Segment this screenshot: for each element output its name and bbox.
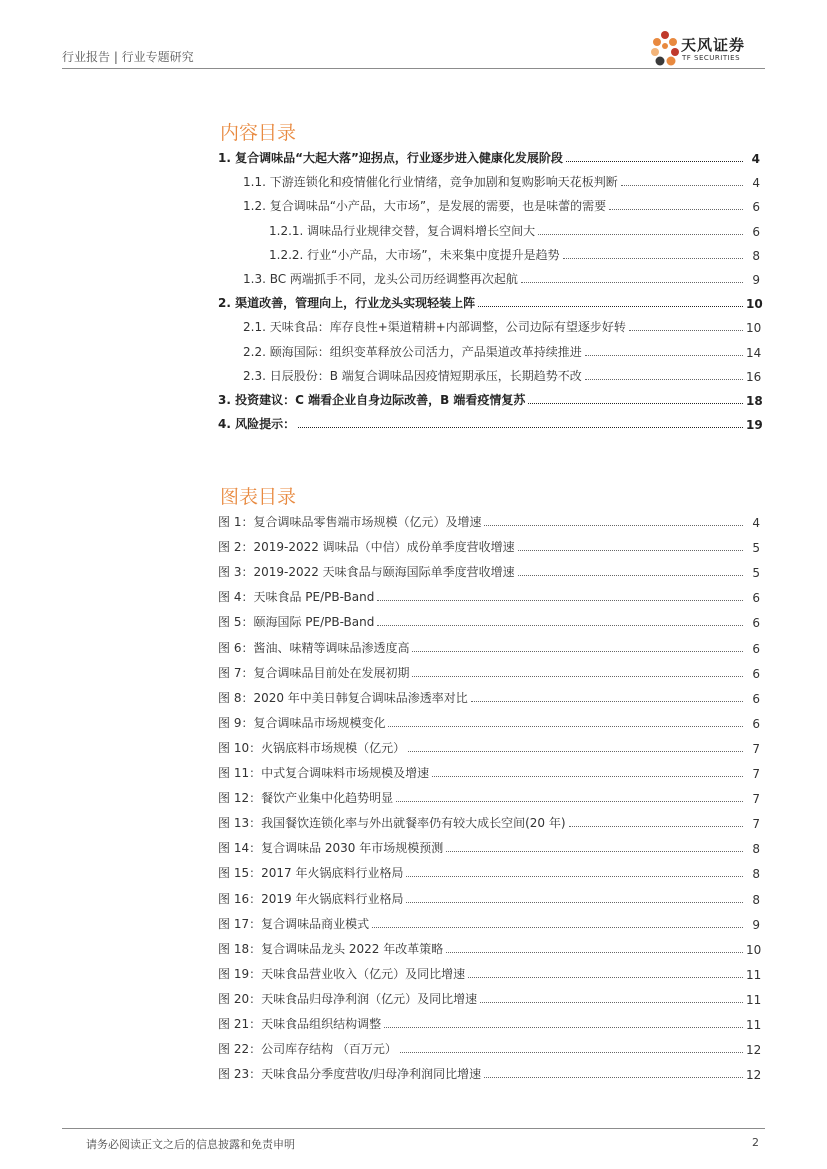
entry-page-number: 6 [752, 591, 760, 606]
entry-page-number: 12 [746, 1068, 762, 1083]
dot-leader [538, 234, 743, 235]
entry-label: 图 7：复合调味品目前处在发展初期 [218, 665, 410, 680]
entry-label: 图 12：餐饮产业集中化趋势明显 [218, 791, 394, 806]
entry-label: 图 18：复合调味品龙头 2022 年改革策略 [218, 941, 444, 956]
entry-label: 2.3. 日辰股份：B 端复合调味品因疫情短期承压，长期趋势不改 [243, 368, 582, 383]
dot-leader [621, 185, 743, 186]
dot-leader [478, 306, 743, 307]
dot-leader [585, 355, 743, 356]
entry-page-number: 9 [752, 917, 760, 932]
toc-entry[interactable] [218, 388, 763, 408]
entry-label: 1.2.1. 调味品行业规律交替，复合调料增长空间大 [269, 223, 536, 238]
entry-page-number: 16 [746, 369, 762, 384]
entry-page-number: 4 [752, 176, 760, 191]
figure-entry[interactable] [218, 610, 760, 630]
entry-label: 图 10：火锅底料市场规模（亿元） [218, 740, 406, 755]
entry-label: 2. 渠道改善，管理向上，行业龙头实现轻装上阵 [218, 296, 476, 311]
figure-entry[interactable] [218, 661, 760, 681]
entry-label: 图 9：复合调味品市场规模变化 [218, 715, 386, 730]
entry-page-number: 6 [752, 616, 760, 631]
entry-page-number: 11 [746, 992, 762, 1007]
entry-page-number: 6 [752, 641, 760, 656]
dot-leader [518, 575, 743, 576]
figure-entry[interactable] [218, 987, 760, 1007]
figure-entry[interactable] [218, 1062, 760, 1082]
toc-entry[interactable] [269, 219, 760, 239]
entry-label: 图 3：2019-2022 天味食品与颐海国际单季度营收增速 [218, 565, 515, 580]
figure-entry[interactable] [218, 962, 760, 982]
figure-entry[interactable] [218, 535, 760, 555]
figure-entry[interactable] [218, 761, 760, 781]
toc-title: 内容目录 [220, 122, 297, 144]
toc-entry[interactable] [243, 315, 760, 335]
entry-page-number: 5 [752, 541, 760, 556]
dot-leader [400, 1052, 743, 1053]
entry-label: 图 13：我国餐饮连锁化率与外出就餐率仍有较大成长空间(20 年) [218, 816, 566, 831]
header-divider [62, 68, 765, 69]
entry-page-number: 11 [746, 1018, 762, 1032]
figures-title: 图表目录 [220, 486, 297, 508]
dot-leader [468, 977, 743, 978]
entry-label: 1.2.2. 行业“小产品，大市场”，未来集中度提升是趋势 [269, 247, 560, 262]
dot-leader [480, 1002, 743, 1003]
entry-page-number: 7 [752, 792, 760, 807]
entry-label: 3. 投资建议：C 端看企业自身边际改善，B 端看疫情复苏 [218, 393, 526, 407]
entry-label: 图 8：2020 年中美日韩复合调味品渗透率对比 [218, 690, 468, 705]
entry-page-number: 9 [752, 273, 760, 287]
toc-entry[interactable] [269, 243, 760, 263]
entry-page-number: 6 [752, 666, 760, 681]
figure-entry[interactable] [218, 585, 760, 605]
entry-label: 图 22：公司库存结构 （百万元） [218, 1042, 397, 1057]
entry-label: 图 23：天味食品分季度营收/归母净利润同比增速 [218, 1067, 482, 1082]
dot-leader [484, 525, 743, 526]
entry-page-number: 10 [746, 297, 763, 312]
figure-entry[interactable] [218, 836, 760, 856]
entry-page-number: 7 [752, 741, 760, 756]
dot-leader [377, 600, 743, 601]
dot-leader [406, 876, 743, 877]
figure-entry[interactable] [218, 887, 760, 907]
figure-entry[interactable] [218, 937, 760, 957]
dot-leader [566, 161, 743, 162]
logo [651, 30, 771, 70]
footer-divider [62, 1128, 765, 1129]
entry-label: 图 17：复合调味品商业模式 [218, 916, 370, 931]
entry-page-number: 6 [752, 200, 760, 215]
dot-leader [406, 902, 743, 903]
header-label: 行业报告 | 行业专题研究 [62, 50, 194, 64]
entry-page-number: 10 [746, 942, 762, 957]
figure-entry[interactable] [218, 736, 760, 756]
entry-page-number: 11 [746, 967, 762, 982]
dot-leader [446, 851, 743, 852]
entry-label: 图 19：天味食品营业收入（亿元）及同比增速 [218, 966, 466, 981]
figure-entry[interactable] [218, 686, 760, 706]
figure-entry[interactable] [218, 811, 760, 831]
dot-leader [408, 751, 743, 752]
dot-leader [377, 625, 743, 626]
dot-leader [528, 403, 743, 404]
dot-leader [518, 550, 743, 551]
entry-label: 图 11：中式复合调味料市场规模及增速 [218, 766, 430, 780]
dot-leader [563, 258, 743, 259]
figure-entry[interactable] [218, 636, 760, 656]
dot-leader [629, 330, 743, 331]
toc-entry[interactable] [243, 364, 760, 384]
toc-entry[interactable] [243, 194, 760, 214]
entry-page-number: 7 [752, 767, 760, 781]
toc-entry[interactable] [243, 267, 760, 287]
entry-label: 2.1. 天味食品：库存良性+渠道精耕+内部调整，公司边际有望逐步好转 [243, 320, 626, 335]
entry-page-number: 14 [746, 345, 762, 360]
dot-leader [372, 927, 743, 928]
footer-disclaimer: 请务必阅读正文之后的信息披露和免责申明 [86, 1138, 295, 1151]
entry-label: 图 21：天味食品组织结构调整 [218, 1017, 382, 1031]
entry-page-number: 8 [752, 867, 760, 882]
toc-entry[interactable] [243, 170, 760, 190]
entry-page-number: 10 [746, 321, 762, 336]
dot-leader [396, 801, 743, 802]
entry-page-number: 4 [751, 152, 760, 166]
logo-flower-icon [651, 30, 681, 70]
entry-label: 2.2. 颐海国际：组织变革释放公司活力，产品渠道改革持续推进 [243, 344, 582, 359]
entry-page-number: 19 [746, 418, 763, 433]
figure-entry[interactable] [218, 510, 760, 530]
entry-page-number: 6 [752, 716, 760, 731]
figure-entry[interactable] [218, 912, 760, 932]
entry-page-number: 8 [752, 892, 760, 907]
entry-page-number: 12 [746, 1043, 762, 1058]
logo-name: 天风证券 [681, 36, 746, 54]
dot-leader [446, 952, 743, 953]
dot-leader [412, 676, 743, 677]
figure-entry[interactable] [218, 861, 760, 881]
entry-label: 1.3. BC 两端抓手不同，龙头公司历经调整再次起航 [243, 272, 518, 286]
dot-leader [412, 651, 743, 652]
entry-label: 图 15：2017 年火锅底料行业格局 [218, 866, 404, 881]
entry-page-number: 5 [752, 566, 760, 581]
entry-label: 图 4：天味食品 PE/PB-Band [218, 590, 375, 605]
figure-entry[interactable] [218, 1037, 760, 1057]
entry-page-number: 4 [752, 516, 760, 530]
logo-subtitle: TF SECURITIES [682, 54, 741, 62]
page-number: 2 [752, 1136, 759, 1149]
dot-leader [384, 1027, 743, 1028]
figure-entry[interactable] [218, 786, 760, 806]
entry-page-number: 6 [752, 224, 760, 239]
entry-label: 1.2. 复合调味品“小产品，大市场”，是发展的需要，也是味蕾的需要 [243, 199, 607, 214]
entry-label: 图 1：复合调味品零售端市场规模（亿元）及增速 [218, 515, 482, 529]
toc-entry[interactable] [218, 412, 763, 433]
dot-leader [388, 726, 743, 727]
entry-label: 图 6：酱油、味精等调味品渗透度高 [218, 640, 410, 655]
dot-leader [569, 826, 743, 827]
entry-page-number: 8 [752, 248, 760, 263]
toc-entry[interactable] [218, 146, 760, 166]
entry-page-number: 7 [752, 817, 760, 832]
entry-label: 4. 风险提示： [218, 417, 296, 432]
dot-leader [521, 282, 743, 283]
toc-entry[interactable] [218, 291, 763, 312]
entry-label: 1. 复合调味品“大起大落”迎拐点，行业逐步进入健康化发展阶段 [218, 151, 563, 165]
dot-leader [484, 1077, 743, 1078]
entry-label: 图 2：2019-2022 调味品（中信）成份单季度营收增速 [218, 540, 515, 555]
dot-leader [609, 209, 743, 210]
figure-entry[interactable] [218, 1012, 760, 1032]
figure-entry[interactable] [218, 711, 760, 731]
entry-label: 图 14：复合调味品 2030 年市场规模预测 [218, 841, 444, 856]
entry-page-number: 18 [746, 394, 763, 408]
dot-leader [432, 776, 743, 777]
entry-label: 图 5：颐海国际 PE/PB-Band [218, 615, 375, 630]
dot-leader [471, 701, 743, 702]
entry-label: 图 16：2019 年火锅底料行业格局 [218, 891, 404, 906]
figure-entry[interactable] [218, 560, 760, 580]
entry-page-number: 6 [752, 691, 760, 706]
toc-entry[interactable] [243, 340, 760, 360]
dot-leader [585, 379, 743, 380]
dot-leader [298, 427, 743, 428]
entry-label: 1.1. 下游连锁化和疫情催化行业情绪，竞争加剧和复购影响天花板判断 [243, 175, 618, 190]
entry-page-number: 8 [752, 842, 760, 857]
entry-label: 图 20：天味食品归母净利润（亿元）及同比增速 [218, 991, 478, 1006]
